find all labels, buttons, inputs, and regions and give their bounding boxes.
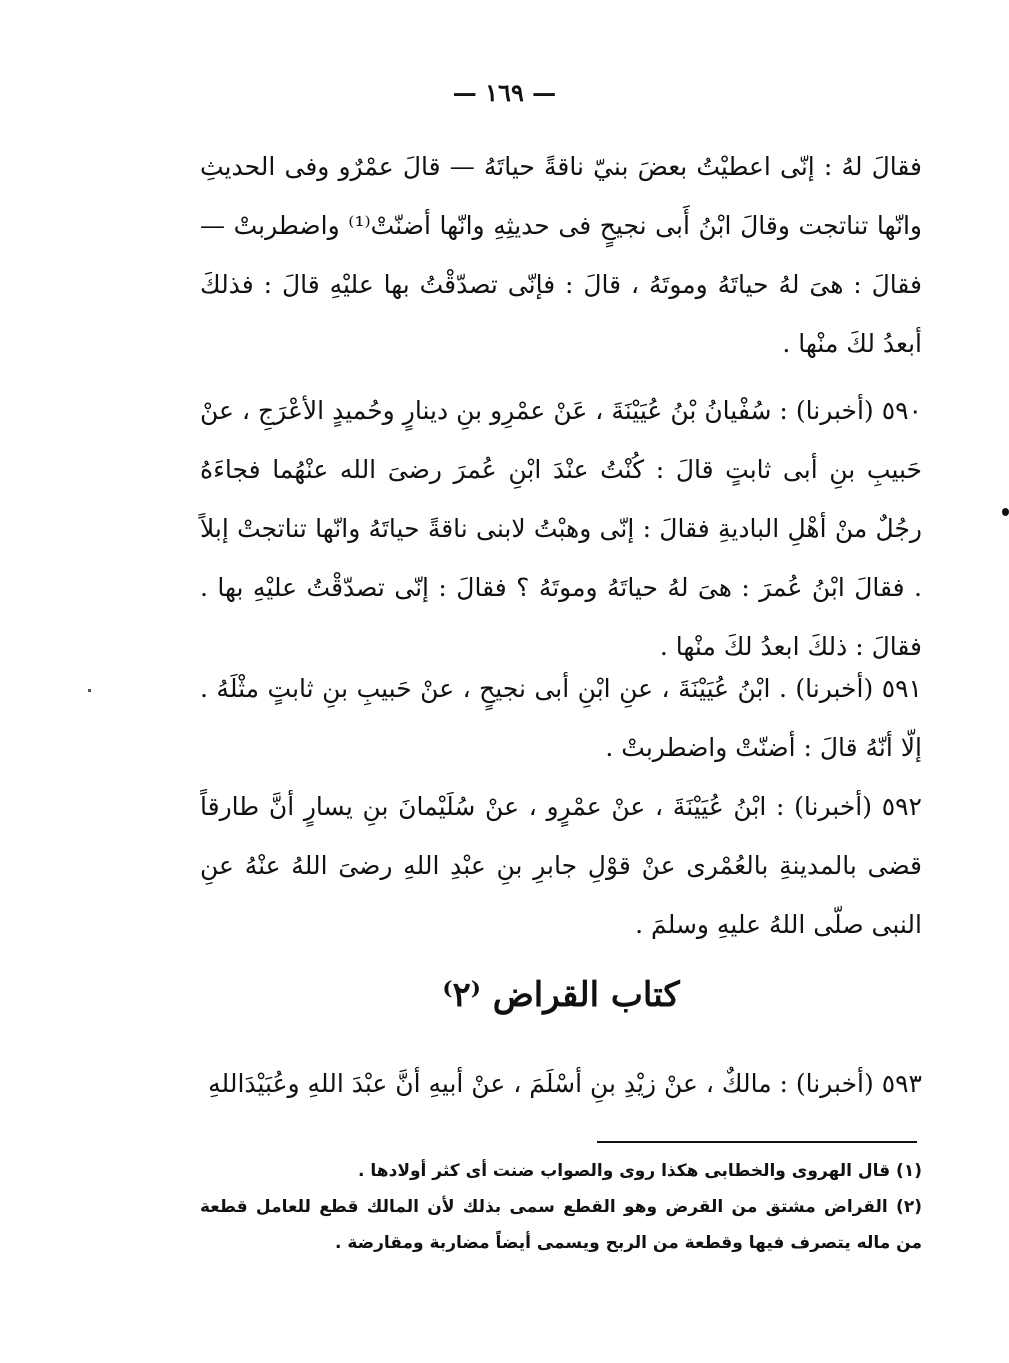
page-number: — ١٦٩ — bbox=[452, 78, 557, 107]
section-heading: كتاب القراض ⁽٢⁾ bbox=[442, 975, 680, 1015]
footnote-divider bbox=[597, 1141, 917, 1143]
footnote-2: (٢) القراض مشتق من القرض وهو القطع سمى بذلك لأن المالك قطع للعامل قطعة من ماله يتصرف فيها وقطعة من الربح ويسمى أيضاً مضاربة ومقارضة . bbox=[200, 1197, 922, 1253]
paragraph-593: ٥٩٣ (أخبرنا) : مالكٌ ، عنْ زيْدِ بنِ أسْلَمَ ، عنْ أبيهِ أنَّ عبْدَ اللهِ وعُبَيْدَاللهِ bbox=[208, 1069, 922, 1098]
margin-dot-mark bbox=[1002, 508, 1009, 516]
footnotes bbox=[200, 1153, 922, 1261]
paragraph-590: ٥٩٠ (أخبرنا) : سُفْيانُ بْنُ عُيَيْنَةَ ، عَنْ عمْرِو بنِ دينارٍ وحُميدٍ الأعْرَجِ ، عنْ حَبيبِ بنِ أبى ثابتٍ قالَ : كُنْتُ عنْدَ ابْنِ عُمرَ رضىَ الله عنْهُما فجاءَهُ رجُلٌ منْ أهْلِ الباديةِ فقالَ : إنّى وهبْتُ لابنى ناقةً حياتَهُ وانّها تناتجتْ إبلاً . فقالَ ابْنُ عُمرَ : هىَ لهُ حياتَهُ وموتَهُ ؟ فقالَ : إنّى تصدّقْتُ عليْهِ بها . فقالَ : ذلكَ ابعدُ لكَ منْها . bbox=[200, 396, 922, 661]
paragraph-592: ٥٩٢ (أخبرنا) : ابْنُ عُيَيْنَةَ ، عنْ عمْرٍو ، عنْ سُلَيْمانَ بنِ يسارٍ أنَّ طارقاً قضى بالمدينةِ بالعُمْرى عنْ قوْلِ جابرِ بنِ عبْدِ اللهِ رضىَ اللهُ عنْهُ عنِ النبى صلّى اللهُ عليهِ وسلمَ . bbox=[200, 792, 922, 939]
paragraph-591: ٥٩١ (أخبرنا) . ابْنُ عُيَيْنَةَ ، عنِ ابْنِ أبى نجيحٍ ، عنْ حَبيبِ بنِ ثابتٍ مثْلَهُ . إلّا أنّهُ قالَ : أضنّتْ واضطربتْ . bbox=[200, 674, 922, 762]
scan-speck bbox=[88, 689, 91, 692]
footnote-1: (١) قال الهروى والخطابى هكذا روى والصواب ضنت أى كثر أولادها . bbox=[358, 1161, 922, 1181]
paragraph-intro: فقالَ لهُ : إنّى اعطيْتُ بعضَ بنيّ ناقةً حياتَهُ — قالَ عمْرٌو وفى الحديثِ وانّها تناتجت وقالَ ابْنُ أَبى نجيحٍ فى حديثِهِ وانّها أضنّتْ⁽¹⁾ واضطربتْ — فقالَ : هىَ لهُ حياتَهُ وموتَهُ ، قالَ : فإنّى تصدّقْتُ بها عليْهِ قالَ : فذلكَ أبعدُ لكَ منْها . bbox=[200, 152, 923, 358]
